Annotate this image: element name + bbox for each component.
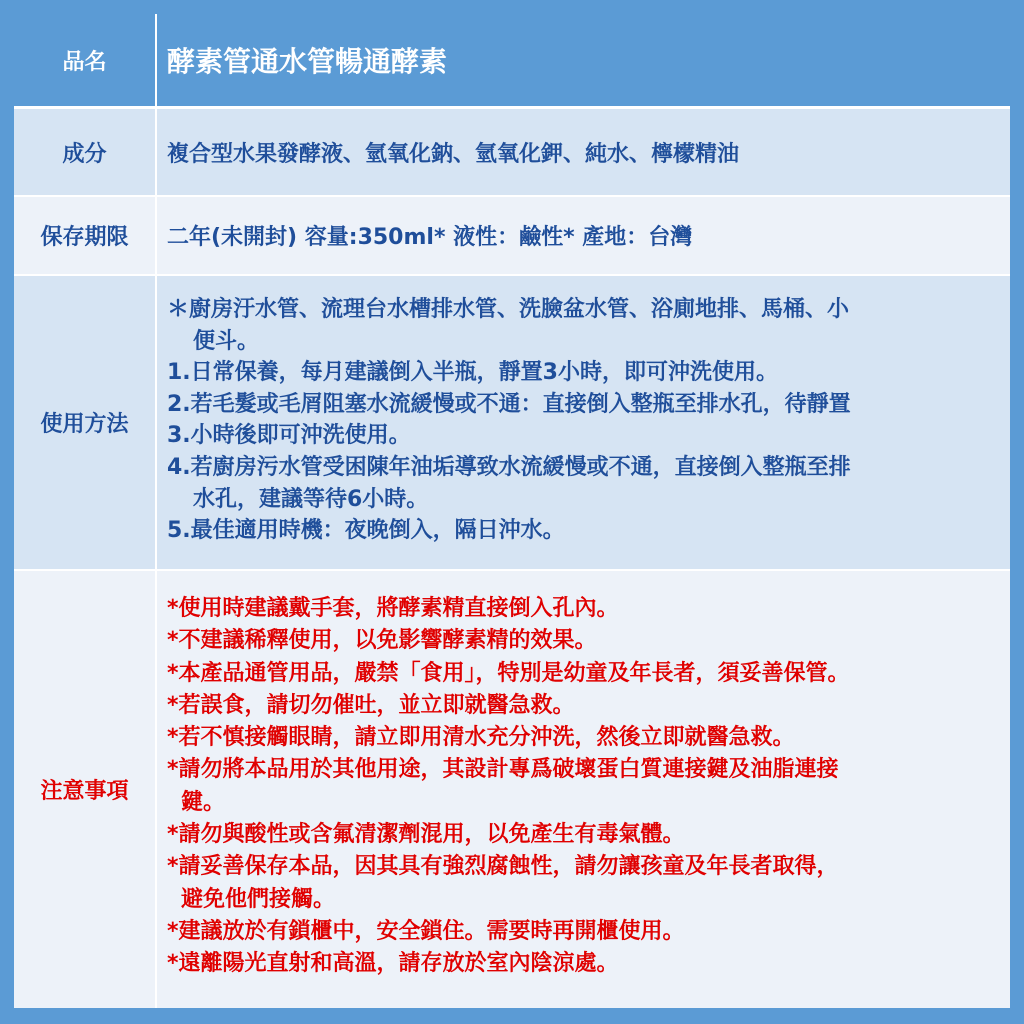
value-caution xyxy=(157,571,1010,1008)
usage-line: 便斗。 xyxy=(193,328,260,354)
usage-line: 水孔，建議等待6小時。 xyxy=(193,486,429,512)
label-product-name: 品名 xyxy=(62,49,107,75)
row-shelf-life xyxy=(14,197,1010,274)
row-product-name xyxy=(14,14,1010,106)
product-info-table xyxy=(14,14,1010,1008)
value-ingredients: 複合型水果發酵液、氫氧化鈉、氫氧化鉀、純水、檸檬精油 xyxy=(167,141,740,167)
caution-line: *若不慎接觸眼睛，請立即用清水充分沖洗，然後立即就醫急救。 xyxy=(167,725,795,751)
caution-line: *建議放於有鎖櫃中，安全鎖住。需要時再開櫃使用。 xyxy=(167,918,685,944)
label-shelf-life: 保存期限 xyxy=(40,225,129,250)
row-ingredients xyxy=(14,109,1010,195)
label-caution: 注意事項 xyxy=(40,779,129,804)
caution-line: *請勿與酸性或含氟清潔劑混用，以免產生有毒氣體。 xyxy=(167,822,685,848)
caution-line: 避免他們接觸。 xyxy=(181,886,336,912)
usage-line: 3.小時後即可沖洗使用。 xyxy=(167,423,411,449)
usage-line: 4.若廚房污水管受困陳年油垢導致水流緩慢或不通，直接倒入整瓶至排 xyxy=(167,454,851,480)
caution-line: *遠離陽光直射和高溫，請存放於室內陰涼處。 xyxy=(167,951,619,977)
caution-line: *請妥善保存本品，因其具有強烈腐蝕性，請勿讓孩童及年長者取得， xyxy=(167,854,839,880)
caution-line: *請勿將本品用於其他用途，其設計專爲破壞蛋白質連接鍵及油脂連接 xyxy=(167,757,839,783)
caution-line: *若誤食，請切勿催吐，並立即就醫急救。 xyxy=(167,692,575,718)
label-usage: 使用方法 xyxy=(40,412,129,437)
caution-line: *本產品通管用品，嚴禁「食用」，特別是幼童及年長者，須妥善保管。 xyxy=(167,660,850,686)
caution-line: *使用時建議戴手套，將酵素精直接倒入孔內。 xyxy=(167,596,619,621)
value-product-name: 酵素管通水管暢通酵素 xyxy=(167,45,448,78)
usage-line: 2.若毛髮或毛屑阻塞水流緩慢或不通：直接倒入整瓶至排水孔，待靜置 xyxy=(167,391,851,417)
value-shelf-life: 二年(未開封) 容量:350ml* 液性：鹼性* 產地：台灣 xyxy=(167,225,693,250)
usage-line: 5.最佳適用時機：夜晚倒入，隔日沖水。 xyxy=(167,518,565,544)
row-caution xyxy=(14,571,1010,1008)
caution-line: *不建議稀釋使用，以免影響酵素精的效果。 xyxy=(167,628,597,654)
row-usage xyxy=(14,276,1010,569)
caution-line: 鍵。 xyxy=(181,789,226,815)
label-ingredients: 成分 xyxy=(62,141,107,167)
usage-line: ＊廚房汙水管、流理台水槽排水管、洗臉盆水管、浴廁地排、馬桶、小 xyxy=(167,297,850,322)
value-usage xyxy=(157,276,1010,569)
usage-line: 1.日常保養，每月建議倒入半瓶，靜置3小時，即可沖洗使用。 xyxy=(167,360,778,386)
